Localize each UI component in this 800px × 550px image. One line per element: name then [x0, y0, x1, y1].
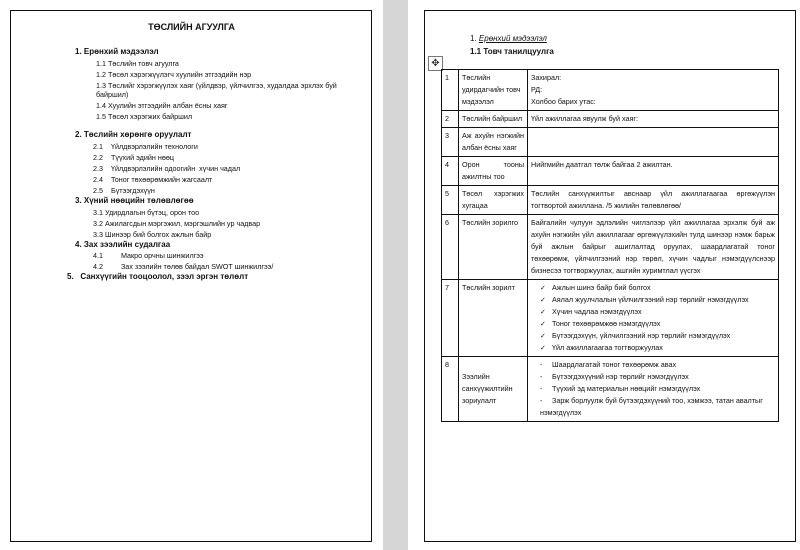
row-number: 6 — [442, 215, 459, 280]
table-row — [442, 111, 779, 128]
toc-section-1: 1. Ерөнхий мэдээлэл — [75, 47, 159, 56]
row-label: Төслийн байршил — [459, 111, 528, 128]
section-heading — [470, 34, 547, 43]
row-number: 2 — [442, 111, 459, 128]
check-icon: ✓ — [540, 343, 547, 352]
table-row — [442, 128, 779, 157]
toc-item: 2.5 Бүтээгдэхүүн — [93, 186, 155, 195]
row-label: Төслийн зорилго — [459, 215, 528, 280]
row-label: Аж ахуйн нэгжийн албан ёсны хаяг — [459, 128, 528, 157]
row-number: 3 — [442, 128, 459, 157]
toc-item: 2.4 Тоног төхөөрөмжийн жагсаалт — [93, 175, 213, 184]
table-row — [442, 157, 779, 186]
purpose-item: Түүхий эд материалын нөөцийг нэмэгдүүлэх — [552, 384, 701, 393]
table-row — [442, 70, 779, 111]
toc-section-3: 3. Хүний нөөцийн төлөвлөгөө — [75, 196, 194, 205]
toc-item: 1.4 Хуулийн этгээдийн албан ёсны хаяг — [96, 101, 228, 110]
toc-section-4: 4. Зах зээлийн судалгаа — [75, 240, 171, 249]
table-row — [442, 186, 779, 215]
row-label: Орон тооны ажилтны тоо — [459, 157, 528, 186]
content-line: РД: — [531, 85, 543, 94]
content-line: Байгалийн чулуун эдлэлийн чиглэлээр үйл ажиллагаа эрхэлж буй аж ахуйн нэгжийн үйл ажиллагааг өргөжүүлэхийн тулд шинээр нэмж барьж буй ажлын байрыг ашиглалтад оруулах, шаардлагатай тоног төхөөрөмж, үйлчилгээний нэр төрөл, хүчин чадлыг нэмэгдүүлснээр бизнесээ тогтворжуулах, ашгийн хуримтлал үүсгэх — [531, 218, 775, 275]
content-line: Үйл ажиллагаа явуулж буй хаяг: — [531, 114, 639, 123]
objective-item: Ажлын шинэ байр бий болгох — [552, 283, 651, 292]
dash-icon: - — [540, 360, 543, 369]
toc-item: 1.2 Төсөл хэрэгжүүлэгч хуулийн этгээдийн нэр — [96, 70, 252, 79]
table-row — [442, 280, 779, 357]
toc-item: 4.1 Макро орчны шинжилгээ — [93, 251, 204, 260]
purpose-item: Шаардлагатай тоног төхөөрөмж авах — [552, 360, 677, 369]
move-arrows-icon[interactable]: ✥ — [428, 56, 443, 71]
toc-item: 3.1 Удирдлагын бүтэц, орон тоо — [93, 208, 200, 217]
content-line: Нийгмийн даатгал төлж байгаа 2 ажилтан. — [531, 160, 673, 169]
row-label — [459, 357, 528, 422]
row-label-text: Зээлийн санхүүжилтийн зориулалт — [462, 372, 513, 405]
toc-item: 1.3 Төслийг хэрэгжүүлэх хаяг (үйлдвэр, үйлчилгээ, худалдаа эрхлэх буй байршил) — [96, 81, 337, 99]
toc-section-2: 2. Төслийн хөрөнгө оруулалт — [75, 130, 192, 139]
check-icon: ✓ — [540, 295, 547, 304]
row-label: Төслийн зорилт — [459, 280, 528, 357]
check-icon: ✓ — [540, 283, 547, 292]
objective-item: Бүтээгдэхүүн, үйлчилгээний нэр төрлийг нэмэгдүүлэх — [552, 331, 731, 340]
toc-item: 3.3 Шинээр бий болгох ажлын байр — [93, 230, 212, 239]
section-heading-number: 1. — [470, 34, 477, 43]
objective-item: Үйл ажиллагаагаа тогтворжуулах — [552, 343, 663, 352]
dash-icon: - — [540, 372, 543, 381]
row-content[interactable] — [528, 357, 779, 422]
summary-table — [441, 69, 779, 422]
check-icon: ✓ — [540, 331, 547, 340]
toc-item: 3.2 Ажилагсдын мэргэжил, мэргэшлийн ур чадвар — [93, 219, 261, 228]
objective-item: Тоног төхөөрөмжөө нэмэгдүүлэх — [552, 319, 661, 328]
row-number: 5 — [442, 186, 459, 215]
table-row — [442, 215, 779, 280]
subsection-heading: 1.1 Товч танилцуулга — [470, 47, 554, 56]
row-content[interactable] — [528, 186, 779, 215]
table-row — [442, 357, 779, 422]
toc-item: 2.3 Үйлдвэрлэлийн одоогийн хүчин чадал — [93, 164, 241, 173]
row-number: 8 — [442, 357, 459, 422]
purpose-item: Зарж борлуулж буй бүтээгдэхүүний тоо, хэмжээ, татан авалтыг нэмэгдүүлэх — [540, 396, 763, 417]
toc-item: 2.1 Үйлдвэрлэлийн технологи — [93, 142, 198, 151]
row-label: Төсөл хэрэгжих хугацаа — [459, 186, 528, 215]
objective-item: Аялал жуулчлалын үйлчилгээний нэр төрлийг нэмэгдүүлэх — [552, 295, 749, 304]
row-content[interactable] — [528, 280, 779, 357]
check-icon: ✓ — [540, 307, 547, 316]
section-heading-text: Ерөнхий мэдээлэл — [478, 34, 547, 43]
content-line: Төслийн санхүүжилтыг авснаар үйл ажиллагаагаа өргөжүүлэн тогтвортой ажиллана. /5 жилийн төлөвлөгөө/ — [531, 189, 775, 210]
row-number: 4 — [442, 157, 459, 186]
row-number: 7 — [442, 280, 459, 357]
row-content[interactable] — [528, 215, 779, 280]
toc-item: 2.2 Түүхий эдийн нөөц — [93, 153, 174, 162]
content-line: Захирал: — [531, 73, 562, 82]
toc-title: ТӨСЛИЙН АГУУЛГА — [148, 22, 235, 32]
toc-item: 1.5 Төсөл хэрэгжих байршил — [96, 112, 193, 121]
dash-icon: - — [540, 384, 543, 393]
objective-item: Хүчин чадлаа нэмэгдүүлэх — [552, 307, 642, 316]
toc-item: 4.2 Зах зээлийн төлөв байдал SWOT шинжилгээ/ — [93, 262, 274, 271]
row-content[interactable] — [528, 157, 779, 186]
toc-section-5: 5. Санхүүгийн тооцоолол, зээл эргэн төлөлт — [67, 272, 249, 281]
check-icon: ✓ — [540, 319, 547, 328]
row-content[interactable] — [528, 70, 779, 111]
content-line: Холбоо барих утас: — [531, 97, 596, 106]
row-label: Төслийн удирдагчийн товч мэдээлэл — [459, 70, 528, 111]
row-number: 1 — [442, 70, 459, 111]
purpose-item: Бүтээгдэхүүний нэр төрлийг нэмэгдүүлэх — [552, 372, 689, 381]
row-content[interactable] — [528, 128, 779, 157]
dash-icon: - — [540, 396, 543, 405]
toc-item: 1.1 Төслийн товч агуулга — [96, 59, 179, 68]
row-content[interactable] — [528, 111, 779, 128]
